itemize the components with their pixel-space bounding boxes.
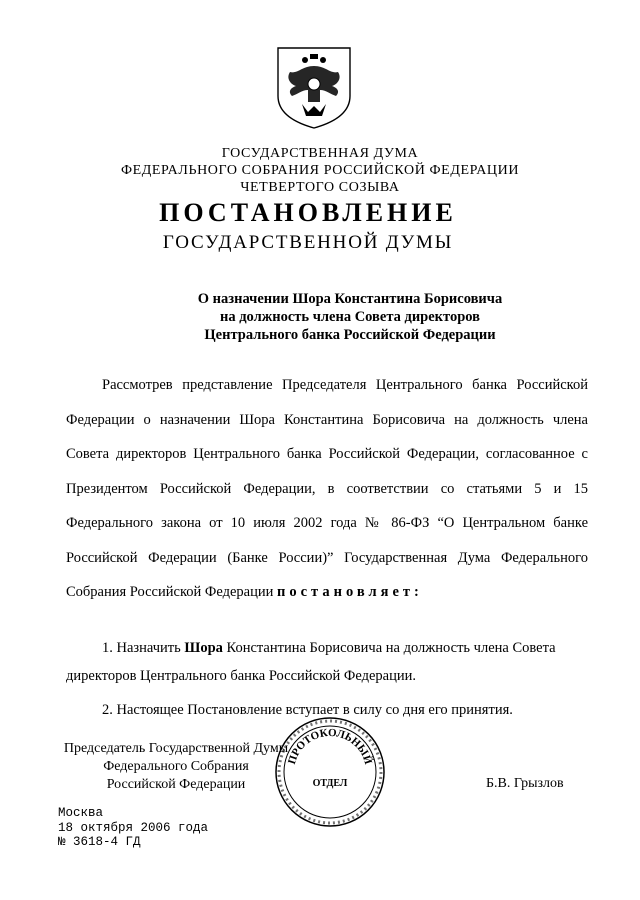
- coat-of-arms-icon: [272, 44, 356, 130]
- decree-word: постановляет:: [277, 584, 423, 600]
- subject-line: О назначении Шора Константина Борисовича: [197, 291, 503, 307]
- signatory-name: Б.В. Грызлов: [486, 776, 564, 791]
- subject-line: Центрального банка Российской Федерации: [204, 327, 496, 343]
- preamble-paragraph: [66, 368, 588, 610]
- stamp-arc-text: ПРОТОКОЛЬНЫЙ: [285, 726, 375, 766]
- signatory-title: [56, 740, 296, 794]
- preamble-text: Рассмотрев представление Председателя Центрального банка Российской Федерации о назначении Шора Константина Борисовича на должность члена Совета директоров Центрального банка Российской Федерации, согласованное с Президентом Российской Федерации, в соответствии со статьями 5 и 15 Федерального закона от 10 июля 2002 года № 86-ФЗ “О Центральном банке Российской Федерации (Банке России)” Государственная Дума Федерального Собрания Российской Федерации: [66, 377, 588, 600]
- item-text: Константина Борисовича на должность члена Совета директоров Центрального банка Российской Федерации.: [66, 640, 556, 684]
- item-number: 1.: [102, 640, 113, 656]
- document-type-title: ПОСТАНОВЛЕНИЕ: [159, 198, 457, 227]
- issuer-line: ГОСУДАРСТВЕННАЯ ДУМА: [221, 146, 419, 161]
- document-subject: [170, 290, 530, 344]
- stamp-center-text: ОТДЕЛ: [312, 778, 348, 789]
- document-type-subtitle: ГОСУДАРСТВЕННОЙ ДУМЫ: [162, 232, 454, 253]
- issuer-header: [0, 145, 640, 196]
- signatory-title-line: Российской Федерации: [106, 777, 246, 792]
- item-name-bold: Шора: [184, 640, 223, 656]
- issuer-line: ФЕДЕРАЛЬНОГО СОБРАНИЯ РОССИЙСКОЙ ФЕДЕРАЦИИ: [120, 163, 520, 178]
- date: 18 октября 2006 года: [58, 820, 209, 835]
- decree-item-2: 2. Настоящее Постановление вступает в силу со дня его принятия.: [102, 702, 513, 718]
- place-and-date: [58, 806, 208, 850]
- signatory-title-line: Федерального Собрания: [103, 759, 249, 774]
- item-text: Назначить: [116, 640, 181, 656]
- signatory-title-line: Председатель Государственной Думы: [63, 741, 289, 756]
- decree-item-1: [66, 634, 588, 690]
- decree-items: [66, 634, 588, 724]
- issuer-line: ЧЕТВЕРТОГО СОЗЫВА: [240, 180, 400, 195]
- subject-line: на должность члена Совета директоров: [219, 309, 481, 325]
- stamp-seal-icon: [272, 714, 388, 830]
- document-number: № 3618-4 ГД: [58, 835, 141, 849]
- city: Москва: [58, 806, 104, 820]
